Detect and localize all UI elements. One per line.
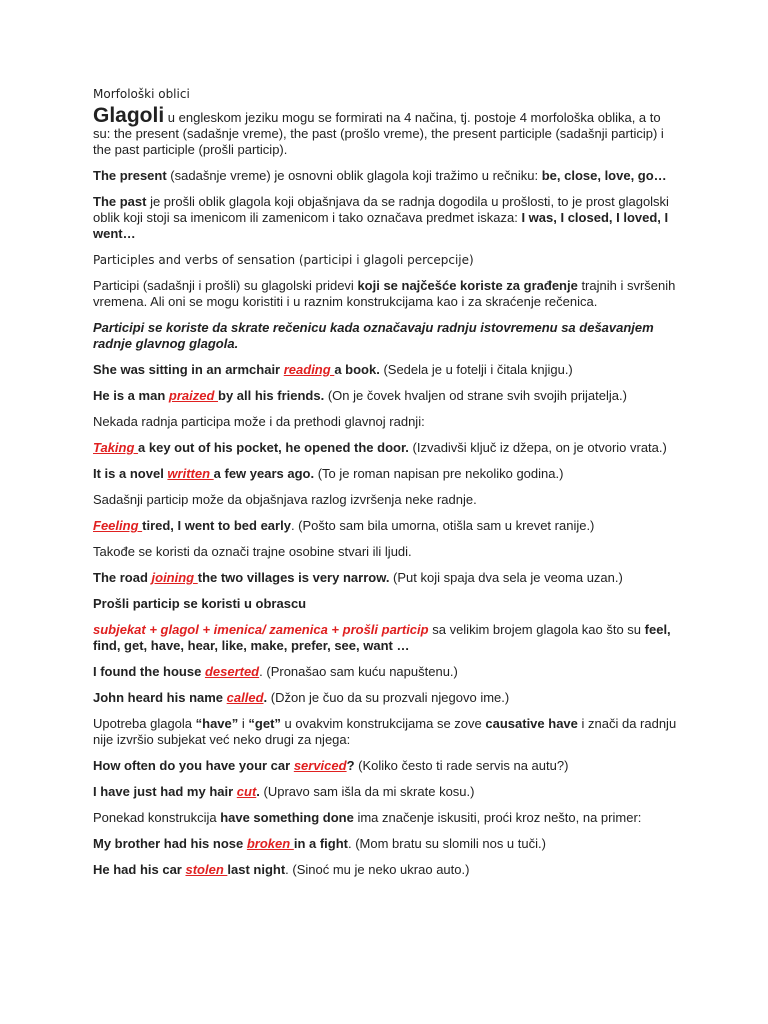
- rule-1: Participi se koriste da skrate rečenicu kada označavaju radnju istovremenu sa dešavanjem radnje glavnog glagola.: [93, 320, 654, 351]
- example-8: [93, 690, 678, 706]
- participles-intro-a: Participi (sadašnji i prošli) su glagolski pridevi: [93, 278, 358, 293]
- causative-c: i: [238, 716, 249, 731]
- note-2: Sadašnji particip može da objašnjava razlog izvršenja neke radnje.: [93, 492, 477, 507]
- present-paragraph: [93, 168, 678, 184]
- causative-a: Upotreba glagola: [93, 716, 196, 731]
- example-12-pre: He had his car: [93, 862, 186, 877]
- intro-word: Glagoli: [93, 104, 165, 127]
- example-1-translation: (Sedela je u fotelji i čitala knjigu.): [379, 362, 573, 377]
- example-4: [93, 466, 678, 482]
- example-5-participle: Feeling: [93, 518, 143, 533]
- example-6-translation: (Put koji spaja dva sela je veoma uzan.): [389, 570, 623, 585]
- example-11-pre: My brother had his nose: [93, 836, 247, 851]
- example-2-post: by all his friends.: [218, 388, 325, 403]
- formula-text: sa velikim brojem glagola kao što su: [428, 622, 645, 637]
- example-10-translation: (Upravo sam išla da mi skrate kosu.): [259, 784, 475, 799]
- note-4-a: Ponekad konstrukcija: [93, 810, 221, 825]
- example-12-post: last night: [227, 862, 286, 877]
- example-4-participle: written: [167, 466, 214, 481]
- example-10-pre: I have just had my hair: [93, 784, 237, 799]
- example-5-translation: . (Pošto sam bila umorna, otišla sam u krevet ranije.): [290, 518, 595, 533]
- example-4-post: a few years ago.: [213, 466, 315, 481]
- example-7-pre: I found the house: [93, 664, 205, 679]
- example-5-post: tired, I went to bed early: [142, 518, 291, 533]
- example-3-translation: (Izvadivši ključ iz džepa, on je otvorio vrata.): [408, 440, 667, 455]
- example-12-translation: . (Sinoć mu je neko ukrao auto.): [285, 862, 470, 877]
- present-term: The present: [93, 168, 167, 183]
- example-1: [93, 362, 678, 378]
- example-12: [93, 862, 678, 878]
- example-2-pre: He is a man: [93, 388, 169, 403]
- example-6-participle: joining: [151, 570, 198, 585]
- participles-intro: [93, 278, 678, 310]
- example-2-participle: praized: [168, 388, 218, 403]
- example-6-pre: The road: [93, 570, 152, 585]
- formula-paragraph: [93, 622, 678, 654]
- note-1: Nekada radnja participa može i da prethodi glavnoj radnji:: [93, 414, 425, 429]
- heading-3-text: Prošli particip se koristi u obrascu: [93, 596, 307, 611]
- formula-pattern: subjekat + glagol + imenica/ zamenica + prošli particip: [93, 622, 429, 637]
- example-3-participle: Taking: [93, 440, 139, 455]
- example-4-pre: It is a novel: [93, 466, 168, 481]
- causative-term: causative have: [485, 716, 578, 731]
- past-term: The past: [93, 194, 147, 209]
- past-text: je prošli oblik glagola koji objašnjava da se radnja dogodila u prošlosti, to je prost glagolski oblik koji stoji sa imenicom ili zamenicom i tako označava predmet iskaza:: [93, 194, 669, 225]
- example-6: [93, 570, 678, 586]
- example-11: [93, 836, 678, 852]
- example-10: [93, 784, 678, 800]
- example-7: [93, 664, 678, 680]
- example-4-translation: (To je roman napisan pre nekoliko godina.): [314, 466, 564, 481]
- example-2-translation: (On je čovek hvaljen od strane svih svojih prijatelja.): [324, 388, 627, 403]
- example-3: [93, 440, 678, 456]
- causative-g: i znači da radnju nije izvršio subjekat već neko drugi za njega:: [93, 716, 677, 747]
- example-2: [93, 388, 678, 404]
- note-4: [93, 810, 678, 826]
- causative-e: u ovakvim konstrukcijama se zove: [280, 716, 486, 731]
- section2-title: Participles and verbs of sensation (participi i glagoli percepcije): [93, 253, 474, 267]
- example-12-participle: stolen: [185, 862, 228, 877]
- example-11-post: in a fight: [293, 836, 348, 851]
- example-9-translation: (Koliko često ti rade servis na autu?): [354, 758, 569, 773]
- intro-paragraph: [93, 104, 678, 158]
- heading-3: [93, 596, 678, 612]
- example-7-participle: deserted: [204, 664, 260, 679]
- note-3: Takođe se koristi da označi trajne osobine stvari ili ljudi.: [93, 544, 412, 559]
- example-8-participle: called: [226, 690, 264, 705]
- example-1-pre: She was sitting in an armchair: [93, 362, 284, 377]
- example-9-pre: How often do you have your car: [93, 758, 294, 773]
- example-8-pre: John heard his name: [93, 690, 227, 705]
- present-text: (sadašnje vreme) je osnovni oblik glagola koji tražimo u rečniku:: [166, 168, 542, 183]
- example-10-participle: cut: [236, 784, 257, 799]
- formula-verbs: feel, find, get, have, hear, like, make, prefer, see, want …: [93, 622, 671, 653]
- causative-have: “have”: [195, 716, 239, 731]
- example-8-post: .: [263, 690, 268, 705]
- example-7-translation: . (Pronašao sam kuću napuštenu.): [259, 664, 458, 679]
- example-9-participle: serviced: [293, 758, 347, 773]
- intro-text: u engleskom jeziku mogu se formirati na 4 načina, tj. postoje 4 morfološka oblika, a to su: the present (sadašnje vreme), the past (prošlo vreme), the present participle (sadašnji particip) i the past participle (prošli particip).: [93, 110, 664, 157]
- example-8-translation: (Džon je čuo da su prozvali njegovo ime.): [267, 690, 510, 705]
- past-examples: I was, I closed, I loved, I went…: [93, 210, 669, 241]
- document-page: [93, 86, 678, 888]
- past-paragraph: [93, 194, 678, 242]
- causative-get: “get”: [248, 716, 281, 731]
- participles-intro-c: trajnih i svršenih vremena. Ali oni se mogu koristiti i u raznim konstrukcijama kao i za skraćenje rečenica.: [93, 278, 676, 309]
- example-6-post: the two villages is very narrow.: [197, 570, 390, 585]
- example-10-post: .: [256, 784, 260, 799]
- note-4-b: have something done: [220, 810, 354, 825]
- example-5: [93, 518, 678, 534]
- participles-intro-b: koji se najčešće koriste za građenje: [357, 278, 578, 293]
- note-4-c: ima značenje iskusiti, proći kroz nešto, na primer:: [353, 810, 642, 825]
- example-11-participle: broken: [246, 836, 294, 851]
- example-9: [93, 758, 678, 774]
- page-title: Morfološki oblici: [93, 87, 190, 101]
- example-11-translation: . (Mom bratu su slomili nos u tuči.): [348, 836, 546, 851]
- causative-paragraph: [93, 716, 678, 748]
- example-1-post: a book.: [334, 362, 380, 377]
- example-9-post: ?: [346, 758, 355, 773]
- example-1-participle: reading: [283, 362, 335, 377]
- present-examples: be, close, love, go…: [541, 168, 667, 183]
- example-3-post: a key out of his pocket, he opened the door.: [138, 440, 409, 455]
